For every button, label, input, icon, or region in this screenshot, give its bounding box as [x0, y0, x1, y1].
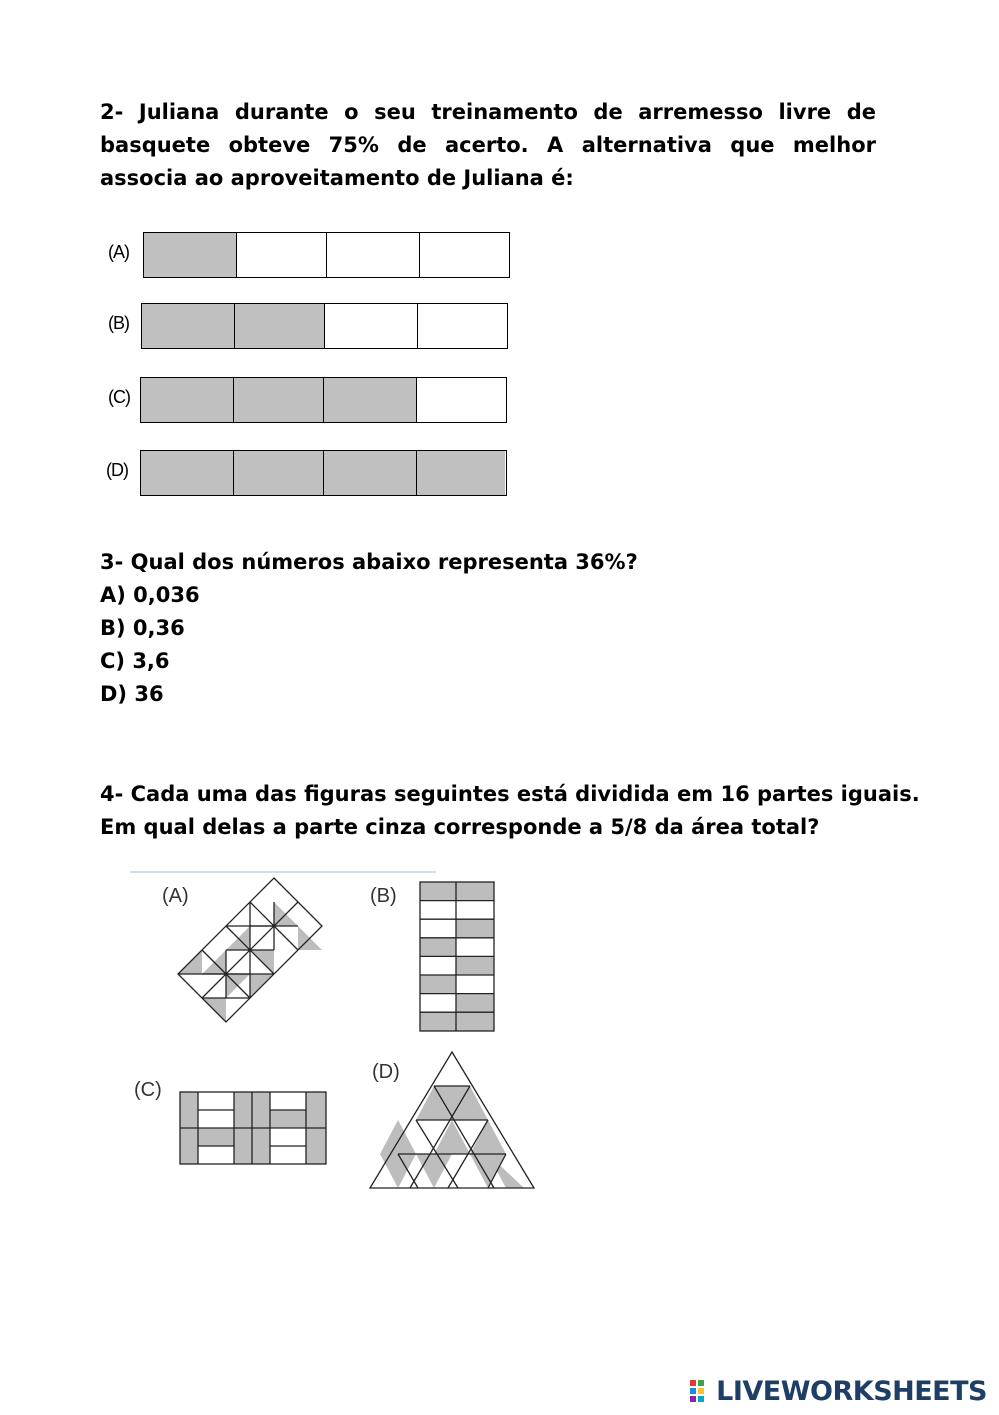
figure-label-d: (D): [372, 1061, 400, 1083]
liveworksheets-logo: [688, 1373, 987, 1409]
bar-cell: [325, 304, 418, 348]
bar-cell-shaded: [144, 233, 237, 277]
bar-label: (D): [106, 460, 128, 480]
figure-label-c: (C): [134, 1079, 162, 1101]
fraction-bar: [140, 377, 507, 423]
bar-cell-shaded: [324, 451, 417, 495]
option-d-bar-row[interactable]: [106, 450, 526, 496]
question-4: [100, 778, 960, 844]
fraction-bar: [141, 303, 508, 349]
figure-d[interactable]: [370, 1052, 534, 1188]
worksheet-grid-icon: [688, 1378, 714, 1404]
figure-label-a: (A): [162, 885, 189, 907]
option-b-bar-row[interactable]: [108, 303, 528, 349]
figure-b[interactable]: [370, 882, 494, 1031]
bar-cell: [420, 233, 508, 277]
answer-option-b[interactable]: B) 0,36: [100, 616, 185, 640]
bar-cell-shaded: [324, 378, 417, 422]
fraction-bar: [143, 232, 510, 278]
fraction-bar: [140, 450, 507, 496]
bar-cell-shaded: [141, 378, 234, 422]
bar-cell-shaded: [417, 451, 505, 495]
question-4-line-2: Em qual delas a parte cinza corresponde a 5/8 da área total?: [100, 815, 820, 839]
option-c-bar-row[interactable]: [108, 377, 528, 423]
question-2-text: 2- Juliana durante o seu treinamento de arremesso livre de basquete obteve 75% de acerto. A alternativa que melhor associa ao aproveitamento de Juliana é:: [100, 100, 876, 190]
bar-cell: [327, 233, 420, 277]
brand-name: LIVEWORKSHEETS: [716, 1375, 987, 1407]
bar-label: (C): [108, 387, 130, 407]
bar-label: (B): [108, 313, 129, 333]
figure-c[interactable]: [134, 1079, 326, 1164]
answer-option-d[interactable]: D) 36: [100, 682, 164, 706]
bar-label: (A): [108, 242, 129, 262]
question-3: [100, 546, 800, 711]
answer-option-a[interactable]: A) 0,036: [100, 583, 200, 607]
question-3-text: 3- Qual dos números abaixo representa 36%?: [100, 550, 638, 574]
bar-cell-shaded: [142, 304, 235, 348]
answer-option-c[interactable]: C) 3,6: [100, 649, 170, 673]
bar-cell: [418, 304, 506, 348]
figure-label-b: (B): [370, 885, 397, 907]
bar-cell-shaded: [141, 451, 234, 495]
bar-cell: [417, 378, 505, 422]
bar-cell: [237, 233, 327, 277]
option-a-bar-row[interactable]: [108, 232, 528, 278]
question-4-line-1: 4- Cada uma das figuras seguintes está dividida em 16 partes iguais.: [100, 782, 920, 806]
figure-a[interactable]: [162, 878, 322, 1022]
area-figures: [128, 868, 548, 1198]
bar-cell-shaded: [234, 451, 324, 495]
bar-cell-shaded: [235, 304, 325, 348]
figure-d-shading: [380, 1086, 524, 1188]
bar-cell-shaded: [234, 378, 324, 422]
